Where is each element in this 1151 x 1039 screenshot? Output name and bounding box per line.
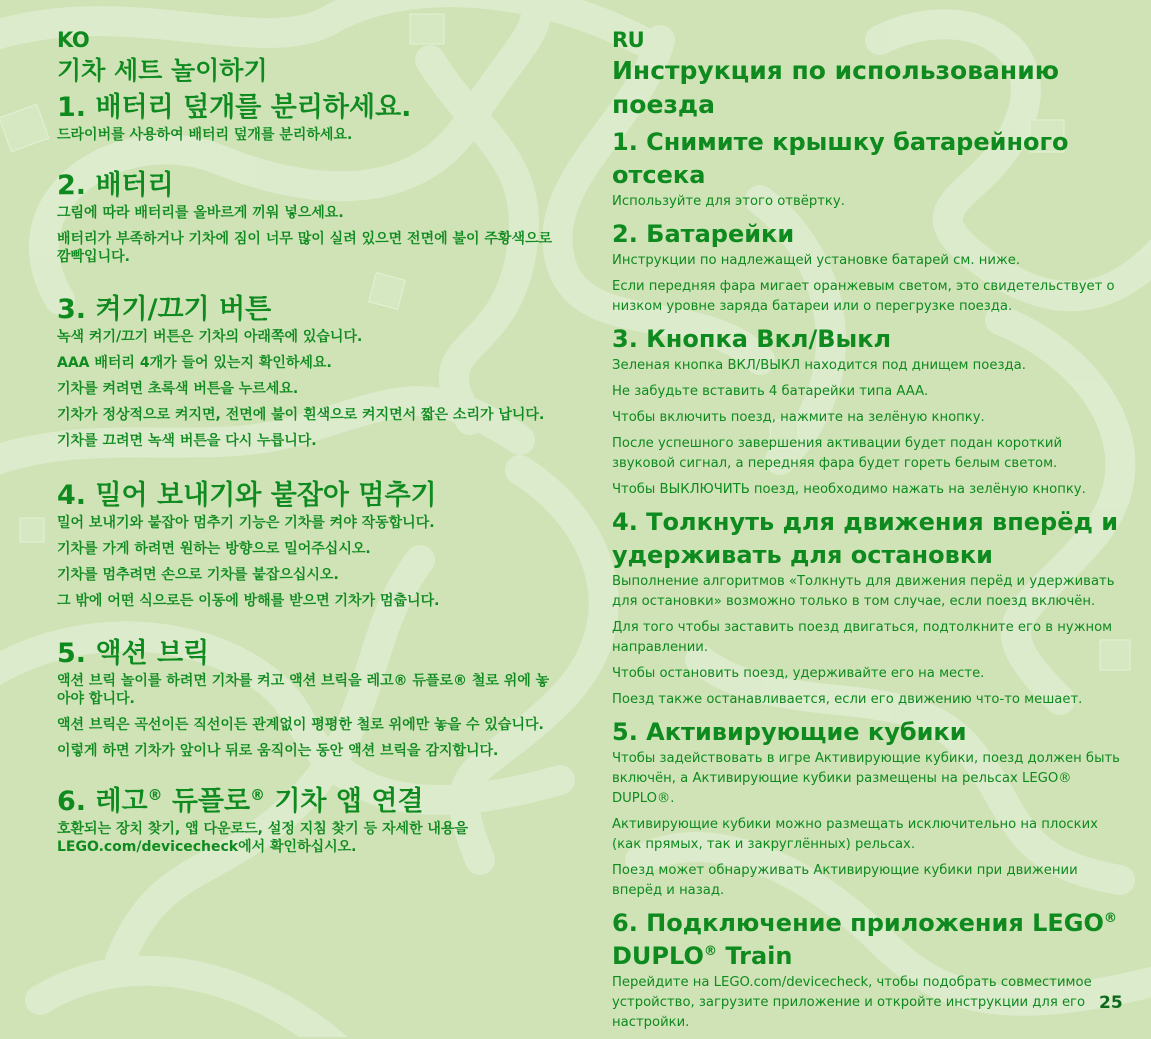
ko-section-4	[57, 478, 557, 610]
ko-section-5	[57, 636, 557, 760]
ru-heading-1: 1. Снимите крышку батарейного отсека	[612, 128, 1069, 189]
registered-mark: ®	[703, 944, 718, 959]
registered-mark: ®	[250, 786, 265, 804]
section-title: 기차 세트 놀이하기	[57, 56, 268, 85]
ru-section-1	[612, 126, 1127, 212]
registered-mark: ®	[1103, 911, 1118, 926]
ko-paragraph: 호환되는 장치 찾기, 앱 다운로드, 설정 지침 찾기 등 자세한 내용을 LEGO.com/devicecheck에서 확인하십시오.	[57, 821, 468, 855]
ru-heading-3: 3. Кнопка Вкл/Выкл	[612, 325, 892, 353]
ru-section-3	[612, 323, 1127, 500]
ru-section-4	[612, 506, 1127, 710]
heading-text: 6. Подключение приложения LEGO	[612, 909, 1104, 937]
ko-paragraph: 액션 브릭은 곡선이든 직선이든 관계없이 평평한 철로 위에만 놓을 수 있습니다.	[57, 717, 544, 733]
heading-text: Train	[717, 942, 793, 970]
heading-text: 듀플로	[162, 786, 251, 817]
registered-mark: ®	[147, 786, 163, 804]
ko-heading-6	[57, 784, 557, 820]
ru-paragraph: Поезд также останавливается, если его движению что-то мешает.	[612, 692, 1083, 707]
ko-heading-3: 3. 켜기/끄기 버튼	[57, 294, 272, 325]
ko-paragraph: 녹색 켜기/끄기 버튼은 기차의 아래쪽에 있습니다.	[57, 329, 363, 345]
page-number: 25	[1099, 993, 1123, 1013]
ko-paragraph: AAA 배터리 4개가 들어 있는지 확인하세요.	[57, 355, 332, 371]
ko-paragraph: 기차를 끄려면 녹색 버튼을 다시 누릅니다.	[57, 433, 317, 449]
ru-heading-5: 5. Активирующие кубики	[612, 718, 967, 746]
ru-paragraph: Для того чтобы заставить поезд двигаться, подтолкните его в нужном направлении.	[612, 620, 1113, 655]
ko-heading-5: 5. 액션 브릭	[57, 638, 210, 669]
ko-paragraph: 그림에 따라 배터리를 올바르게 끼워 넣으세요.	[57, 205, 344, 221]
ru-paragraph: Перейдите на LEGO.com/devicecheck, чтобы подобрать совместимое устройство, загрузите приложение и откройте инструкции для его настройки.	[612, 975, 1092, 1030]
ko-paragraph: 그 밖에 어떤 식으로든 이동에 방해를 받으면 기차가 멈춥니다.	[57, 593, 440, 609]
heading-text: 6. 레고	[57, 786, 148, 817]
ko-paragraph: 드라이버를 사용하여 배터리 덮개를 분리하세요.	[57, 127, 353, 143]
ko-heading-2: 2. 배터리	[57, 170, 174, 201]
ko-section-3	[57, 292, 557, 450]
ru-paragraph: Инструкции по надлежащей установке батарей см. ниже.	[612, 253, 1021, 268]
ko-paragraph: 배터리가 부족하거나 기차에 짐이 너무 많이 실려 있으면 전면에 불이 주황색으로 깜빡입니다.	[57, 231, 553, 265]
ru-paragraph: Чтобы остановить поезд, удерживайте его на месте.	[612, 666, 985, 681]
ko-paragraph: 이렇게 하면 기차가 앞이나 뒤로 움직이는 동안 액션 브릭을 감지합니다.	[57, 743, 499, 759]
ko-section-2	[57, 168, 557, 266]
language-code: KO	[57, 28, 90, 52]
ru-paragraph: Чтобы задействовать в игре Активирующие кубики, поезд должен быть включён, а Активирующие кубики размещены на рельсах LEGO® DUPLO®.	[612, 751, 1120, 806]
ko-paragraph: 액션 브릭 놀이를 하려면 기차를 켜고 액션 브릭을 레고® 듀플로® 철로 위에 놓아야 합니다.	[57, 673, 550, 707]
korean-column	[57, 26, 557, 864]
ru-paragraph: Выполнение алгоритмов «Толкнуть для движения перёд и удерживать для остановки» возможно только в том случае, если поезд включён.	[612, 574, 1115, 609]
ru-paragraph: Если передняя фара мигает оранжевым светом, это свидетельствует о низком уровне заряда батареи или о перегрузке поезда.	[612, 279, 1115, 314]
ru-heading-2: 2. Батарейки	[612, 220, 795, 248]
ru-section-5	[612, 716, 1127, 901]
ko-paragraph: 기차를 멈추려면 손으로 기차를 붙잡으십시오.	[57, 567, 339, 583]
heading-text: 기차 앱 연결	[264, 786, 424, 817]
ko-section-1	[57, 90, 557, 144]
heading-text: DUPLO	[612, 942, 704, 970]
ko-paragraph: 밀어 보내기와 붙잡아 멈추기 기능은 기차를 켜야 작동합니다.	[57, 515, 435, 531]
ru-paragraph: Используйте для этого отвёртку.	[612, 194, 845, 209]
ru-heading-4: 4. Толкнуть для движения вперёд и удерживать для остановки	[612, 508, 1119, 569]
ko-paragraph: 기차를 가게 하려면 원하는 방향으로 밀어주십시오.	[57, 541, 371, 557]
ko-section-6	[57, 784, 557, 856]
ru-paragraph: Чтобы ВЫКЛЮЧИТЬ поезд, необходимо нажать на зелёную кнопку.	[612, 482, 1086, 497]
ko-heading-4: 4. 밀어 보내기와 붙잡아 멈추기	[57, 480, 437, 511]
russian-column	[612, 26, 1127, 1039]
ko-paragraph: 기차가 정상적으로 켜지면, 전면에 불이 흰색으로 켜지면서 짧은 소리가 납니다.	[57, 407, 545, 423]
ru-paragraph: Поезд может обнаруживать Активирующие кубики при движении вперёд и назад.	[612, 863, 1078, 898]
ru-heading-6	[612, 907, 1127, 973]
ru-section-6	[612, 907, 1127, 1033]
ko-heading-1: 1. 배터리 덮개를 분리하세요.	[57, 92, 412, 123]
ru-section-2	[612, 218, 1127, 317]
ru-paragraph: Чтобы включить поезд, нажмите на зелёную кнопку.	[612, 410, 985, 425]
ru-paragraph: Не забудьте вставить 4 батарейки типа AAA.	[612, 384, 929, 399]
ko-paragraph: 기차를 켜려면 초록색 버튼을 누르세요.	[57, 381, 299, 397]
ru-paragraph: Зеленая кнопка ВКЛ/ВЫКЛ находится под днищем поезда.	[612, 358, 1026, 373]
ru-paragraph: После успешного завершения активации будет подан короткий звуковой сигнал, а передняя фара будет гореть белым светом.	[612, 436, 1063, 471]
ru-paragraph: Активирующие кубики можно размещать исключительно на плоских (как прямых, так и закруглённых) рельсах.	[612, 817, 1098, 852]
language-code: RU	[612, 28, 645, 52]
section-title: Инструкция по использованию поезда	[612, 56, 1060, 119]
